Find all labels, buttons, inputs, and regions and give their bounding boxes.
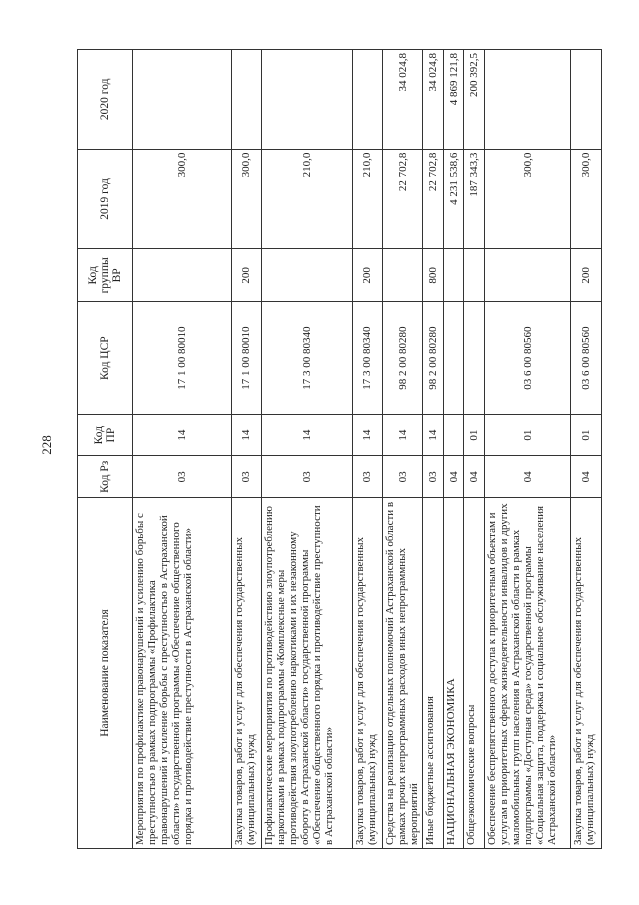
cell-2020 — [231, 50, 262, 150]
cell-csr: 17 1 00 80010 — [231, 302, 262, 414]
cell-pr: 14 — [423, 414, 444, 456]
cell-rz: 04 — [484, 456, 570, 498]
cell-rz: 04 — [443, 456, 464, 498]
cell-vr — [443, 249, 464, 302]
cell-2019: 4 231 538,6 — [443, 149, 464, 249]
cell-rz: 03 — [231, 456, 262, 498]
cell-csr: 03 6 00 80560 — [484, 302, 570, 414]
cell-vr: 200 — [571, 249, 602, 302]
cell-name: Закупка товаров, работ и услуг для обеспечения государственных (муниципальных) нужд — [231, 498, 262, 849]
header-pr: Код ПР — [78, 414, 133, 456]
cell-csr: 17 1 00 80010 — [133, 302, 232, 414]
cell-name: Мероприятия по профилактике правонарушений и усилению борьбы с преступностью в рамках подпрограммы «Профилактика правонарушений и усиление борьбы с преступностью в Астраханской области» государственной программы «Обеспечение общественного порядка и противодействие преступности в Астраханской области» — [133, 498, 232, 849]
cell-2019: 300,0 — [484, 149, 570, 249]
cell-pr: 14 — [262, 414, 352, 456]
cell-csr — [464, 302, 485, 414]
cell-2019: 300,0 — [571, 149, 602, 249]
cell-csr: 98 2 00 80280 — [383, 302, 423, 414]
page-number: 228 — [39, 435, 54, 455]
cell-rz: 04 — [571, 456, 602, 498]
cell-name: Профилактические мероприятия по противодействию злоупотреблению наркотиками в рамках подпрограммы «Комплексные меры противодействия злоупотреблению наркотиками и их незаконному обороту в Астраханской области» государственной программы «Обеспечение общественного порядка и противодействие преступности в Астраханской области» — [262, 498, 352, 849]
cell-rz: 03 — [383, 456, 423, 498]
cell-2020 — [262, 50, 352, 150]
cell-pr: 14 — [133, 414, 232, 456]
cell-2020: 200 392,5 — [464, 50, 485, 150]
cell-name: Закупка товаров, работ и услуг для обеспечения государственных (муниципальных) нужд — [352, 498, 383, 849]
cell-vr: 200 — [231, 249, 262, 302]
cell-vr — [484, 249, 570, 302]
cell-2020: 34 024,8 — [423, 50, 444, 150]
cell-rz: 03 — [133, 456, 232, 498]
cell-2019: 22 702,8 — [383, 149, 423, 249]
cell-rz: 03 — [423, 456, 444, 498]
cell-pr: 14 — [383, 414, 423, 456]
cell-name: Закупка товаров, работ и услуг для обеспечения государственных (муниципальных) нужд — [571, 498, 602, 849]
table-row — [484, 50, 570, 849]
cell-vr — [133, 249, 232, 302]
cell-name: Иные бюджетные ассигнования — [423, 498, 444, 849]
budget-table — [77, 49, 602, 849]
cell-vr — [464, 249, 485, 302]
table-row — [423, 50, 444, 849]
cell-2019: 22 702,8 — [423, 149, 444, 249]
cell-csr: 98 2 00 80280 — [423, 302, 444, 414]
cell-pr: 01 — [464, 414, 485, 456]
header-vr: Код группы ВР — [78, 249, 133, 302]
cell-name: Обеспечение беспрепятственного доступа к приоритетным объектам и услугам в приоритетных сферах жизнедеятельности инвалидов и других маломобильных групп населения в Астраханской области в рамках подпрограммы «Доступная среда» государственной программы «Социальная защита, поддержка и социальное обслуживание населения Астраханской области» — [484, 498, 570, 849]
cell-csr: 17 3 00 80340 — [352, 302, 383, 414]
header-name: Наименование показателя — [78, 498, 133, 849]
cell-pr — [443, 414, 464, 456]
cell-csr: 03 6 00 80560 — [571, 302, 602, 414]
cell-vr — [383, 249, 423, 302]
cell-pr: 01 — [484, 414, 570, 456]
cell-2020 — [571, 50, 602, 150]
cell-pr: 01 — [571, 414, 602, 456]
cell-2020 — [133, 50, 232, 150]
cell-rz: 04 — [464, 456, 485, 498]
cell-pr: 14 — [352, 414, 383, 456]
cell-name: Общеэкономические вопросы — [464, 498, 485, 849]
cell-rz: 03 — [352, 456, 383, 498]
cell-2020 — [352, 50, 383, 150]
cell-vr: 200 — [352, 249, 383, 302]
table-row — [133, 50, 232, 849]
table-row — [383, 50, 423, 849]
cell-2019: 210,0 — [262, 149, 352, 249]
cell-csr: 17 3 00 80340 — [262, 302, 352, 414]
cell-vr — [262, 249, 352, 302]
cell-2020: 4 869 121,8 — [443, 50, 464, 150]
cell-2019: 300,0 — [133, 149, 232, 249]
cell-2020: 34 024,8 — [383, 50, 423, 150]
cell-name: Средства на реализацию отдельных полномочий Астраханской области в рамках прочих непрограммных расходов иных непрограммных мероприятий — [383, 498, 423, 849]
header-2020: 2020 год — [78, 50, 133, 150]
header-rz: Код Рз — [78, 456, 133, 498]
header-2019: 2019 год — [78, 149, 133, 249]
cell-2019: 187 343,3 — [464, 149, 485, 249]
cell-name: НАЦИОНАЛЬНАЯ ЭКОНОМИКА — [443, 498, 464, 849]
cell-rz: 03 — [262, 456, 352, 498]
cell-2020 — [484, 50, 570, 150]
budget-table-rotated — [77, 49, 602, 849]
header-csr: Код ЦСР — [78, 302, 133, 414]
cell-pr: 14 — [231, 414, 262, 456]
table-row — [231, 50, 262, 849]
cell-csr — [443, 302, 464, 414]
table-row — [571, 50, 602, 849]
table-row — [464, 50, 485, 849]
table-row — [262, 50, 352, 849]
cell-2019: 210,0 — [352, 149, 383, 249]
header-row — [78, 50, 133, 849]
cell-vr: 800 — [423, 249, 444, 302]
table-row — [352, 50, 383, 849]
cell-2019: 300,0 — [231, 149, 262, 249]
table-row — [443, 50, 464, 849]
